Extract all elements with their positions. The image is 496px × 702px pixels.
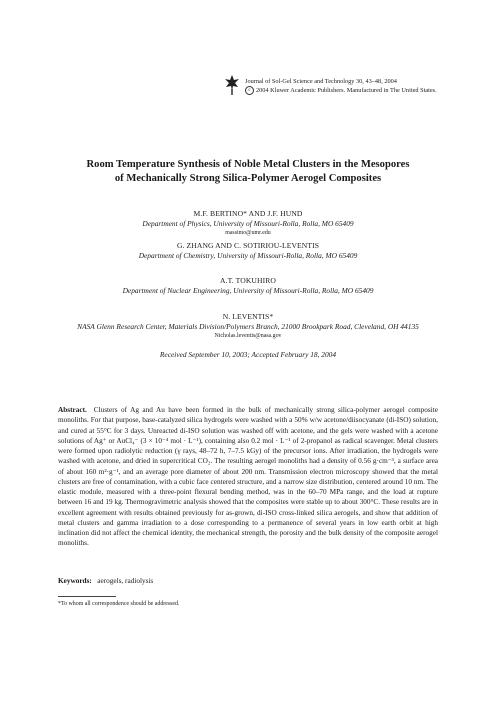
footnote-divider — [58, 596, 116, 597]
keywords-label: Keywords: — [58, 577, 92, 585]
author-affiliation: Department of Chemistry, University of Missouri-Rolla, Rolla, MO 65409 — [138, 251, 358, 260]
author-names: M.F. BERTINO* AND J.F. HUND — [193, 209, 303, 218]
abstract-label: Abstract. — [58, 406, 87, 414]
author-email[interactable]: Nicholas.leventis@nasa.gov — [214, 333, 282, 339]
author-affiliation: Department of Physics, University of Missouri-Rolla, Rolla, MO 65409 — [142, 219, 354, 228]
journal-header — [245, 77, 437, 95]
correspondence-footnote: *To whom all correspondence should be addressed. — [58, 601, 180, 607]
publisher-logo-icon — [224, 74, 240, 96]
abstract-text: Clusters of Ag and Au have been formed in the bulk of mechanically strong silica-polymer aerogel composite monoliths. For that purpose, base-catalyzed silica hydrogels were washed with a 50% w/w acetone/diisocyanate (di-ISO) solution, and cured at 55°C for 3 days. Unreacted di-ISO solution was washed off with acetone, and the gels were washed with a acetone solutions of Ag⁺ or AuCl₄⁻ (3 × 10⁻⁴ mol · L⁻¹), containing also 0.2 mol · L⁻¹ of 2-propanol as radical scavenger. Metal clusters were formed upon radiolytic reduction (γ rays, 48–72 h, 7–7.5 kGy) of the precursor ions. After irradiation, the hydrogels were washed with acetone, and dried in supercritical CO₂. The resulting aerogel monoliths had a density of 0.56 g·cm⁻³, a surface area of about 160 m²·g⁻¹, and an average pore diameter of about 200 nm. Transmission electron microscopy showed that the metal clusters are free of contamination, with a cubic face centered structure, and a narrow size distribution, centered around 10 nm. The elastic module, measured with a three-point flexural bending method, was in the 60–70 MPa range, and the load at rupture between 16 and 19 kg. Thermogravimetric analysis showed that the composites were stable up to about 300°C. These results are in excellent agreement with results obtained previously for as-grown, di-ISO cross-linked silica aerogels, and show that addition of metal clusters and gamma irradiation to a dose corresponding to a permanence of several years in low earth orbit at high inclination did not affect the chemical identity, the mechanical strength, the porosity and the bulk density of the composite aerogel monoliths. — [58, 406, 438, 548]
publisher-notice: 2004 Kluwer Academic Publishers. Manufactured in The United States. — [256, 87, 437, 94]
author-group-4 — [20, 312, 476, 340]
author-group-3 — [20, 276, 476, 296]
author-affiliation: Department of Nuclear Engineering, University of Missouri-Rolla, Rolla, MO 65409 — [122, 286, 374, 295]
keywords — [58, 576, 153, 586]
author-group-2 — [20, 241, 476, 261]
author-email[interactable]: massimo@umr.edu — [225, 230, 271, 236]
abstract — [58, 405, 438, 549]
author-names: N. LEVENTIS* — [222, 312, 274, 321]
author-affiliation: NASA Glenn Research Center, Materials Division/Polymers Branch, 21000 Brookpark Road, Cleveland, OH 44135 — [77, 322, 419, 331]
title-line-2: of Mechanically Strong Silica-Polymer Aerogel Composites — [114, 173, 382, 184]
received-dates: Received September 10, 2003; Accepted February 18, 2004 — [159, 350, 337, 359]
journal-citation: Journal of Sol-Gel Science and Technology 30, 43–48, 2004 — [245, 78, 397, 85]
paper-title — [30, 158, 466, 186]
author-names: G. ZHANG AND C. SOTIRIOU-LEVENTIS — [176, 241, 320, 250]
keywords-text: aerogels, radiolysis — [97, 577, 154, 585]
copyright-icon: c — [245, 86, 254, 95]
author-names: A.T. TOKUHIRO — [220, 276, 276, 285]
author-group-1 — [20, 209, 476, 237]
title-line-1: Room Temperature Synthesis of Noble Metal Clusters in the Mesopores — [86, 159, 410, 170]
